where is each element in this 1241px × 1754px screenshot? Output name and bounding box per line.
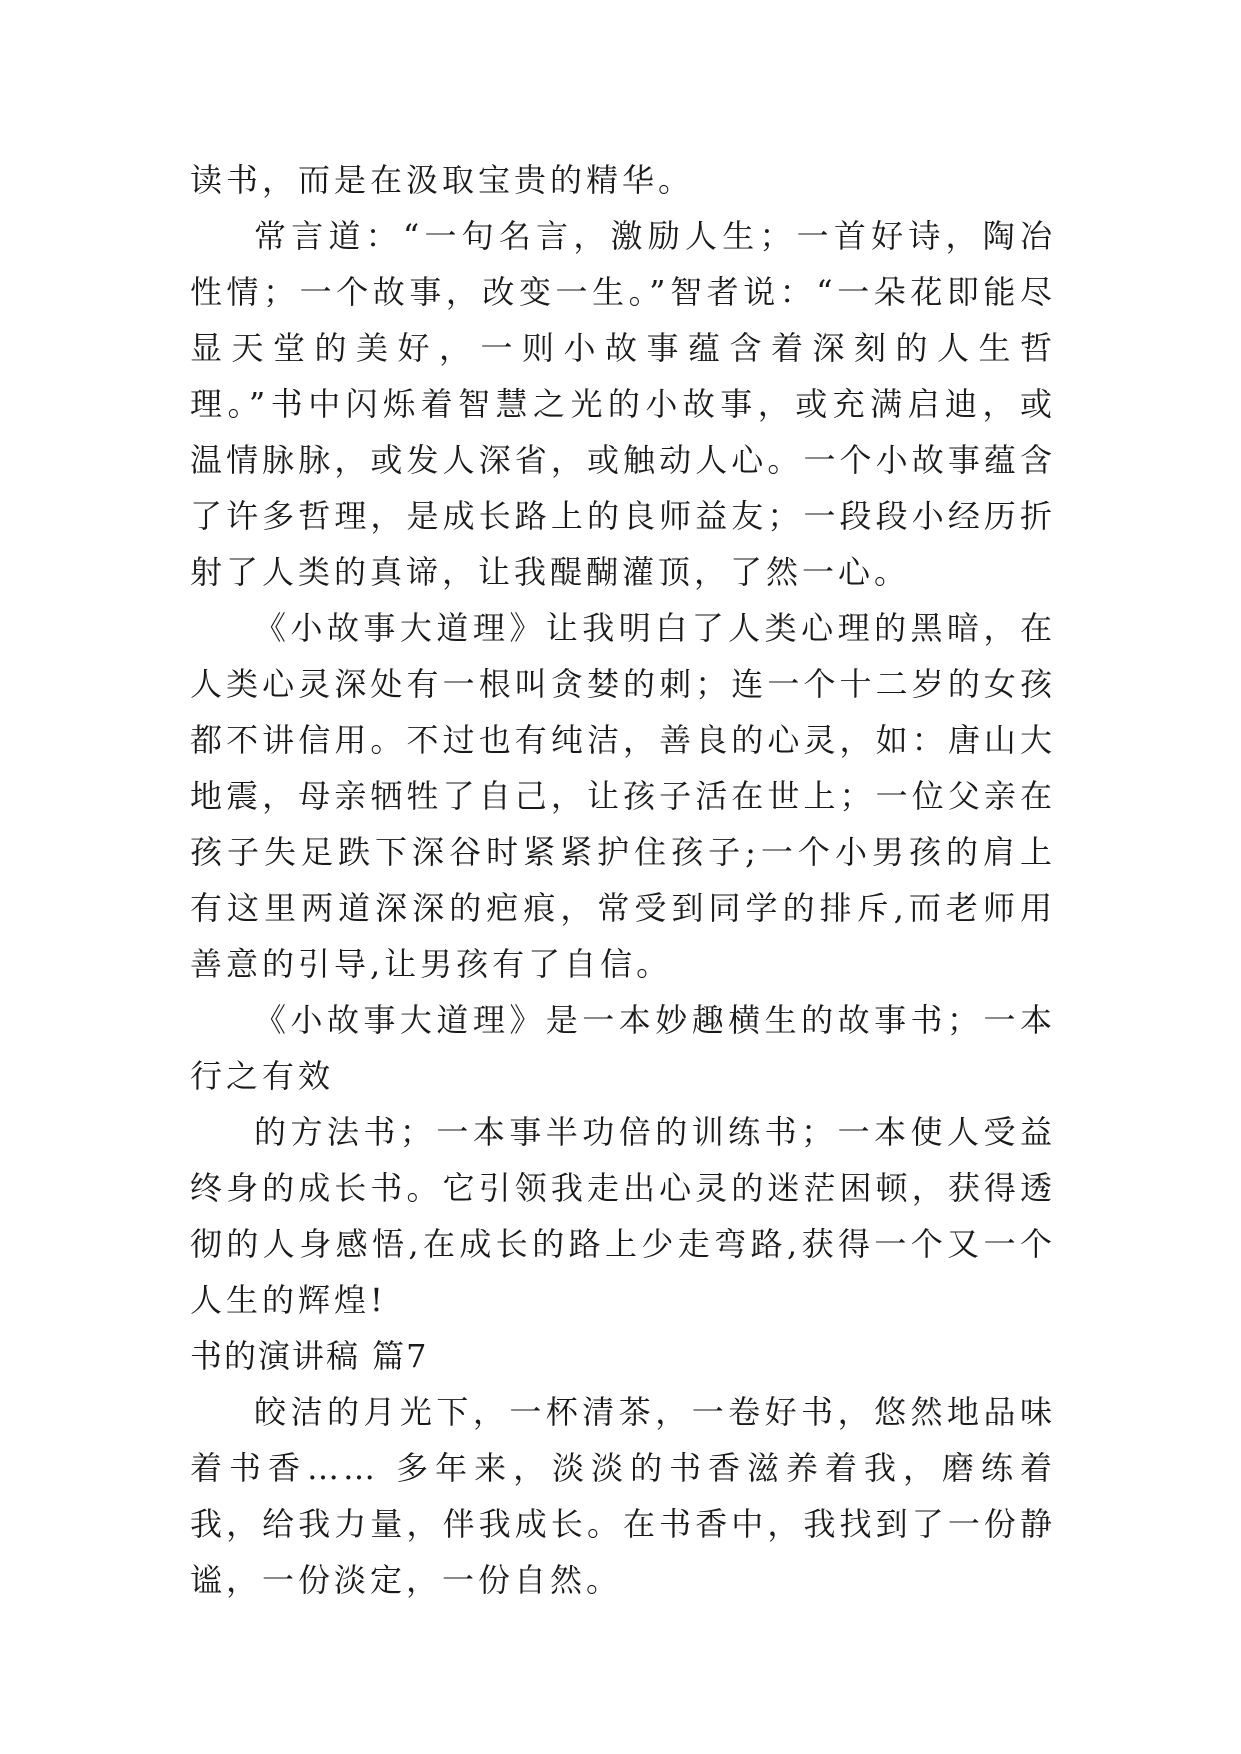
- body-text: [190, 152, 1056, 1608]
- paragraph-book-summary: 《小故事大道理》是一本妙趣横生的故事书；一本行之有效: [190, 1001, 1056, 1095]
- paragraph-moonlight: 皎洁的月光下，一杯清茶，一卷好书，悠然地品味着书香…… 多年来，淡淡的书香滋养着我，磨练着我，给我力量，伴我成长。在书香中，我找到了一份静谧，一份淡定，一份自然。: [190, 1393, 1056, 1599]
- paragraph-continuation: 读书，而是在汲取宝贵的精华。: [190, 161, 695, 199]
- paragraph-quotes: 常言道：“一句名言，激励人生；一首好诗，陶冶性情；一个故事，改变一生。”智者说：“一朵花即能尽显天堂的美好，一则小故事蕴含着深刻的人生哲理。”书中闪烁着智慧之光的小故事，或充满启迪，或温情脉脉，或发人深省，或触动人心。一个小故事蕴含了许多哲理，是成长路上的良师益友；一段段小经历折射了人类的真谛，让我醍醐灌顶，了然一心。: [190, 217, 1056, 591]
- section-heading: 书的演讲稿 篇7: [190, 1337, 429, 1375]
- paragraph-book-summary-cont: 的方法书；一本事半功倍的训练书；一本使人受益终身的成长书。它引领我走出心灵的迷茫困顿，获得透彻的人身感悟,在成长的路上少走弯路,获得一个又一个人生的辉煌!: [190, 1113, 1056, 1319]
- paragraph-book-insight: 《小故事大道理》让我明白了人类心理的黑暗，在人类心灵深处有一根叫贪婪的刺；连一个十二岁的女孩都不讲信用。不过也有纯洁，善良的心灵，如：唐山大地震，母亲牺牲了自己，让孩子活在世上；一位父亲在孩子失足跌下深谷时紧紧护住孩子;一个小男孩的肩上有这里两道深深的疤痕，常受到同学的排斥,而老师用善意的引导,让男孩有了自信。: [190, 609, 1056, 983]
